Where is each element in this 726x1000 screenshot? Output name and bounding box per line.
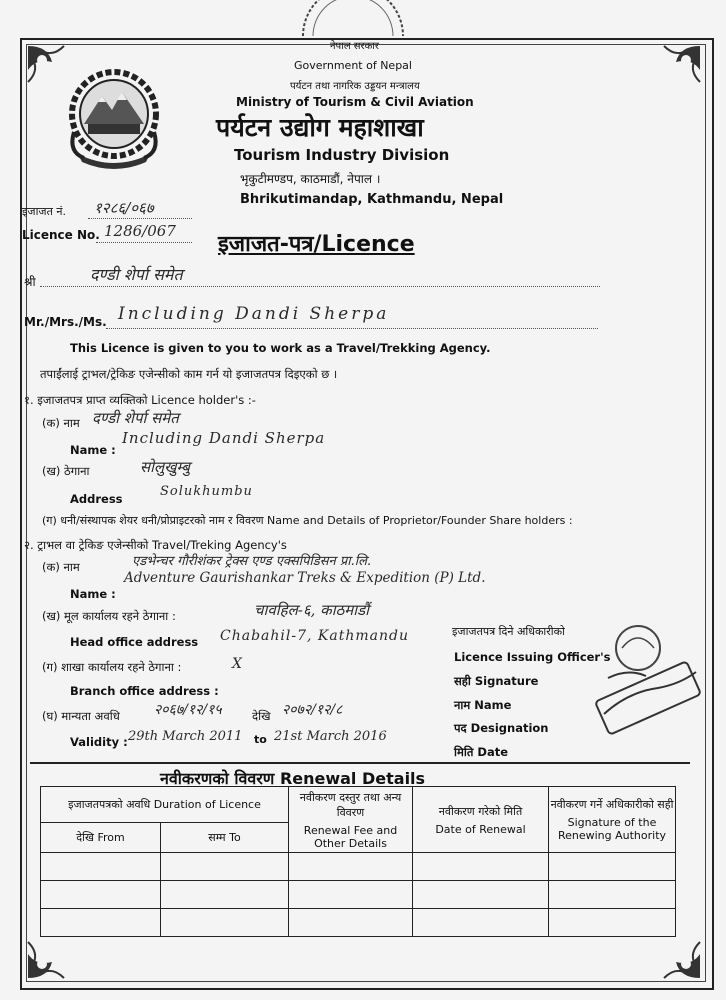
s1-name-np-label: (क) नाम [42, 416, 80, 430]
s2-validity-np-to-label: देखि [252, 709, 271, 723]
s1-addr-en-value: Solukhumbu [160, 484, 253, 499]
address-en: Bhrikutimandap, Kathmandu, Nepal [240, 192, 504, 207]
s1-name-np-value: दण्डी शेर्पा समेत [92, 409, 179, 427]
division-en: Tourism Industry Division [234, 146, 450, 164]
divider [30, 762, 690, 764]
official-stamp-icon [588, 618, 708, 738]
section1-heading: १. इजाजतपत्र प्राप्त व्यक्तिको Licence holder's :- [24, 393, 256, 407]
s2-validity-np-to: २०७२/१२/८ [282, 702, 343, 718]
officer-signature: सही Signature [454, 674, 539, 688]
s1-name-en-value: Including Dandi Sherpa [122, 429, 326, 447]
division-np: पर्यटन उद्योग महाशाखा [216, 113, 424, 142]
officer-np-heading: इजाजतपत्र दिने अधिकारीको [452, 625, 565, 638]
s2-branch-np-label: (ग) शाखा कार्यालय रहने ठेगाना : [42, 660, 182, 674]
statement-np: तपाईंलाई ट्राभल/ट्रेकिङ एजेन्सीको काम गर्न यो इजाजतपत्र दिइएको छ । [40, 367, 338, 381]
renewal-heading: नवीकरणको विवरण Renewal Details [160, 769, 426, 788]
s2-validity-en-to-label: to [254, 733, 267, 746]
col-date [413, 787, 549, 853]
col-to: सम्म To [161, 823, 289, 853]
address-np: भृकुटीमण्डप, काठमाडौं, नेपाल । [240, 172, 381, 186]
officer-en-heading: Licence Issuing Officer's [454, 650, 611, 664]
nepal-emblem-icon [58, 62, 170, 174]
s2-head-np-value: चावहिल-६, काठमाडौं [254, 601, 370, 619]
col-date-en: Date of Renewal [435, 822, 526, 836]
s2-name-np-label: (क) नाम [42, 560, 80, 574]
officer-name: नाम Name [454, 698, 512, 712]
dotted-line [106, 328, 598, 329]
dotted-line [96, 242, 192, 243]
gov-np: नेपाल सरकार [330, 41, 379, 52]
s2-branch-np-value: X [232, 656, 242, 672]
s1-addr-np-value: सोलुखुम्बु [140, 458, 190, 476]
statement-en: This Licence is given to you to work as a Travel/Trekking Agency. [70, 341, 491, 355]
table-row [41, 909, 676, 937]
s2-name-np-value: एडभेन्चर गौरीशंकर ट्रेक्स एण्ड एक्सपिडिसन प्रा.लि. [132, 554, 372, 569]
s2-validity-en-label: Validity : [70, 735, 128, 749]
licence-no-np-label: इजाजत नं. [22, 205, 66, 218]
s2-head-en-label: Head office address [70, 635, 199, 649]
renewal-table [40, 786, 676, 937]
s2-validity-np-from: २०६७/१२/१५ [154, 702, 222, 718]
gov-en: Government of Nepal [294, 59, 412, 72]
shri-label: श्री [24, 275, 36, 289]
s2-name-en-label: Name : [70, 587, 116, 601]
col-fee [289, 787, 413, 853]
s2-validity-en-from: 29th March 2011 [128, 729, 243, 744]
s2-branch-en-label: Branch office address : [70, 684, 219, 698]
top-seal-icon [298, 0, 408, 36]
col-from: देखि From [41, 823, 161, 853]
ministry-np: पर्यटन तथा नागरिक उड्डयन मन्त्रालय [290, 81, 420, 92]
dotted-line [40, 286, 600, 287]
corner-ornament-icon [656, 934, 704, 982]
shri-value: दण्डी शेर्पा समेत [90, 265, 183, 284]
s1-addr-en-label: Address [70, 492, 123, 506]
col-sig-en: Signature of the Renewing Authority [557, 816, 667, 842]
licence-no-np-value: १२८६/०६७ [94, 199, 154, 217]
col-sig-np: नवीकरण गर्ने अधिकारीको सही [550, 798, 674, 811]
licence-no-en-label: Licence No. [22, 228, 100, 242]
s2-head-en-value: Chabahil-7, Kathmandu [220, 628, 409, 644]
s1-addr-np-label: (ख) ठेगाना [42, 464, 90, 478]
s2-validity-np-label: (घ) मान्यता अवधि [42, 709, 120, 723]
corner-ornament-icon [24, 934, 72, 982]
s2-name-en-value: Adventure Gaurishankar Treks & Expedition (P) Ltd. [124, 570, 486, 586]
col-sig [549, 787, 676, 853]
table-row [41, 853, 676, 881]
licence-no-en-value: 1286/067 [104, 222, 176, 240]
corner-ornament-icon [656, 42, 704, 90]
licence-title: इजाजत-पत्र/Licence [218, 232, 415, 257]
mr-value: Including Dandi Sherpa [118, 304, 390, 324]
col-fee-en: Renewal Fee and Other Details [303, 823, 398, 850]
ministry-en: Ministry of Tourism & Civil Aviation [236, 95, 474, 109]
s1-name-en-label: Name : [70, 443, 116, 457]
dotted-line [88, 218, 192, 219]
col-fee-np: नवीकरण दस्तुर तथा अन्य विवरण [299, 790, 402, 819]
s1-owners-label: (ग) धनी/संस्थापक शेयर धनी/प्रोप्राइटरको नाम र विवरण Name and Details of Proprietor/Founder Share holders : [42, 514, 573, 527]
col-duration: इजाजतपत्रको अवधि Duration of Licence [41, 787, 289, 823]
s2-head-np-label: (ख) मूल कार्यालय रहने ठेगाना : [42, 609, 176, 623]
officer-date: मिति Date [454, 745, 508, 759]
col-date-np: नवीकरण गरेको मिति [438, 804, 523, 818]
section2-heading: २. ट्राभल वा ट्रेकिङ एजेन्सीको Travel/Treking Agency's [24, 538, 287, 552]
s2-validity-en-to: 21st March 2016 [274, 729, 387, 744]
mr-label: Mr./Mrs./Ms. [24, 315, 107, 329]
officer-designation: पद Designation [454, 721, 549, 735]
table-row [41, 881, 676, 909]
